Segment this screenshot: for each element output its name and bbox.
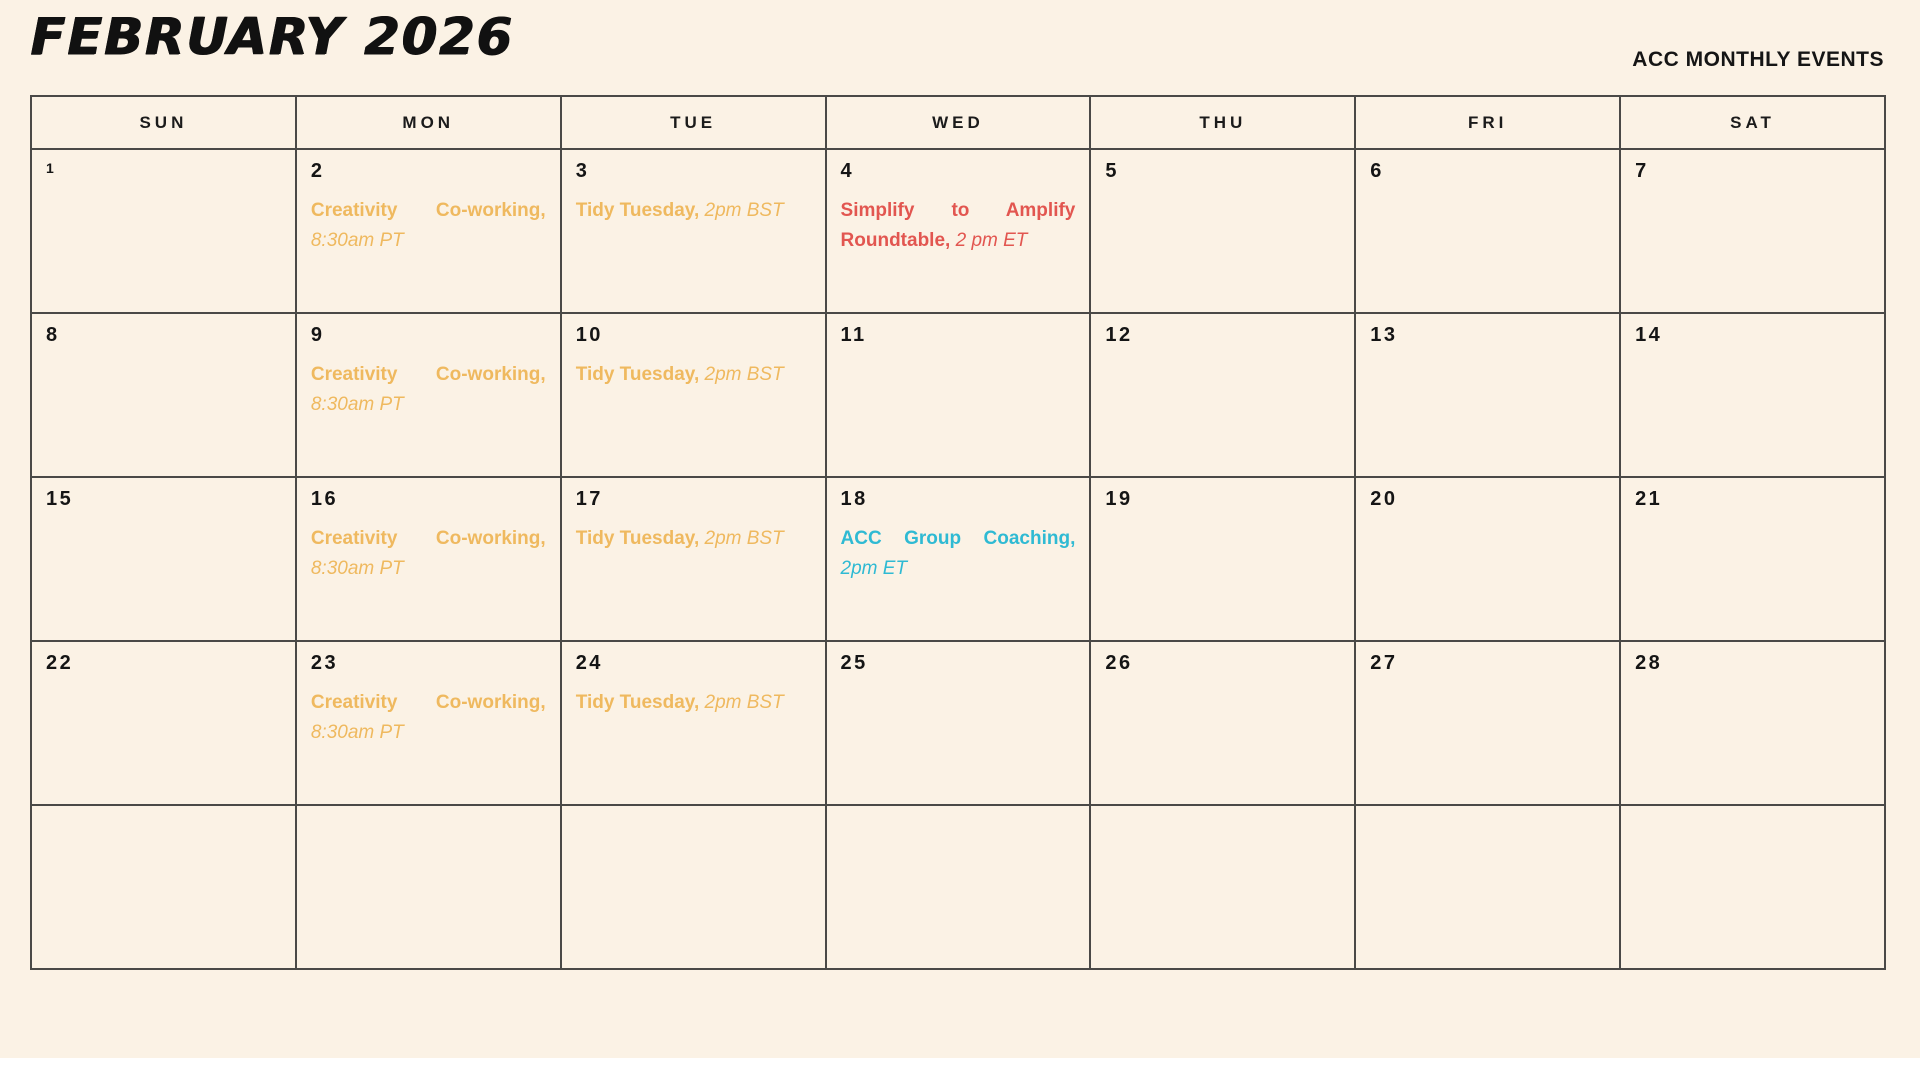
day-number: 27 [1370,652,1398,674]
event-name: Tidy Tuesday, [575,692,700,713]
day-cell [1090,149,1355,313]
event-time: 8:30am PT [310,558,404,580]
event-name: Creativity Co-working, [310,364,546,385]
calendar-body [31,149,1885,969]
day-cell [296,313,561,477]
week-row [31,805,1885,969]
event-time: 2pm BST [704,364,784,385]
day-number: 23 [310,652,339,674]
day-number: 6 [1370,160,1384,182]
day-number: 17 [575,488,603,510]
day-cell [1620,313,1885,477]
weekday-header-thu: THU [1090,96,1355,149]
event-name: Simplify to Amplify Roundtable, [840,200,1076,252]
day-cell [1355,805,1620,969]
event [311,688,546,749]
day-cell [1620,641,1885,805]
day-number: 24 [575,652,603,674]
event [841,196,1076,257]
day-number: 26 [1105,652,1133,674]
day-cell [1620,149,1885,313]
day-number: 20 [1370,488,1398,510]
event-time: 8:30am PT [310,394,404,416]
day-cell [296,149,561,313]
day-number: 4 [840,160,855,182]
day-number: 22 [46,652,74,674]
day-number: 2 [310,160,325,182]
day-number: 14 [1635,324,1663,346]
day-cell [31,805,296,969]
day-cell [826,313,1091,477]
day-cell [1090,313,1355,477]
day-cell [31,313,296,477]
day-number: 8 [46,324,60,346]
day-number: 3 [575,160,590,182]
day-cell [296,805,561,969]
day-cell [826,477,1091,641]
day-cell [826,149,1091,313]
day-cell [296,477,561,641]
event-time: 8:30am PT [310,722,404,744]
day-number: 1 [46,160,55,176]
day-cell [31,477,296,641]
event [311,196,546,257]
event-name: Creativity Co-working, [310,692,546,713]
event-name: Tidy Tuesday, [575,364,700,385]
weekday-header-fri: FRI [1355,96,1620,149]
event [311,360,546,421]
day-number: 5 [1105,160,1119,182]
event-name: ACC Group Coaching, [840,528,1076,549]
day-number: 12 [1105,324,1133,346]
weekday-header-mon: MON [296,96,561,149]
day-cell [1620,477,1885,641]
day-number: 18 [840,488,868,510]
day-cell [561,477,826,641]
day-cell [826,805,1091,969]
week-row [31,149,1885,313]
week-row [31,641,1885,805]
day-cell [561,641,826,805]
page-header [0,0,1920,95]
day-number: 13 [1370,324,1398,346]
day-number: 25 [840,652,868,674]
day-cell [296,641,561,805]
day-number: 9 [310,324,325,346]
day-number: 28 [1635,652,1663,674]
day-cell [561,313,826,477]
week-row [31,477,1885,641]
weekday-header-sat: SAT [1620,96,1885,149]
calendar-table [30,95,1886,970]
event-time: 8:30am PT [310,230,404,252]
day-cell [31,641,296,805]
day-cell [1355,149,1620,313]
event-time: 2pm BST [704,528,784,549]
day-number: 16 [310,488,339,510]
event-time: 2pm BST [704,200,784,221]
day-number: 19 [1105,488,1133,510]
day-cell [826,641,1091,805]
event-name: Tidy Tuesday, [575,200,700,221]
weekday-header-row [31,96,1885,149]
event [576,360,811,390]
weekday-header-wed: WED [826,96,1091,149]
day-number: 11 [840,324,867,346]
event [311,524,546,585]
day-cell [561,805,826,969]
brand-label: ACC MONTHLY EVENTS [1632,48,1884,71]
event-name: Creativity Co-working, [310,528,546,549]
day-number: 21 [1635,488,1663,510]
weekday-header-sun: SUN [31,96,296,149]
day-cell [1090,477,1355,641]
day-cell [1355,641,1620,805]
bottom-margin-strip [0,1058,1920,1080]
day-cell [1620,805,1885,969]
weekday-header-tue: TUE [561,96,826,149]
week-row [31,313,1885,477]
event-name: Creativity Co-working, [310,200,546,221]
day-number: 15 [46,488,74,510]
event [841,524,1076,585]
event-time: 2 pm ET [955,230,1028,252]
event-time: 2pm BST [704,692,784,713]
event-name: Tidy Tuesday, [575,528,700,549]
day-number: 7 [1635,160,1649,182]
day-cell [1355,477,1620,641]
page-title: FEBRUARY 2026 [30,8,514,67]
event-time: 2pm ET [840,558,908,580]
day-cell [561,149,826,313]
event [576,196,811,226]
day-cell [1355,313,1620,477]
day-number: 10 [575,324,603,346]
day-cell [1090,641,1355,805]
event [576,524,811,554]
event [576,688,811,718]
day-cell [31,149,296,313]
day-cell [1090,805,1355,969]
